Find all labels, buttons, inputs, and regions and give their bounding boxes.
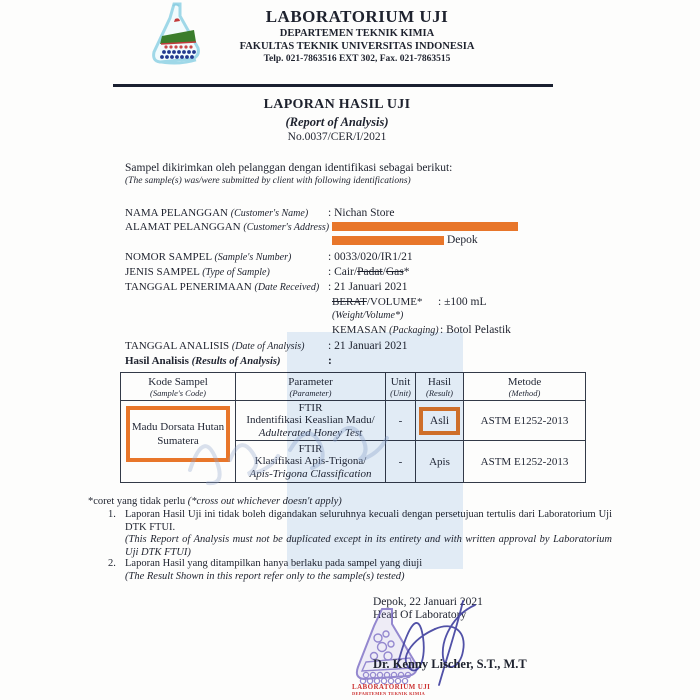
unit-cell-1: - xyxy=(386,401,416,441)
sample-type-label: JENIS SAMPEL xyxy=(125,266,203,278)
footnote-asterisk-en: (*cross out whichever doesn't apply) xyxy=(187,496,342,507)
footnote-2-text-id: Laporan Hasil yang ditampilkan hanya berlaku pada sampel yang diuji xyxy=(125,558,423,569)
method-cell-1: ASTM E1252-2013 xyxy=(464,401,586,441)
col-header-sample-code: Kode Sampel (Sample's Code) xyxy=(121,373,236,401)
results-heading-label-en: (Results of Analysis) xyxy=(191,356,281,367)
header-rule xyxy=(113,84,553,87)
footnote-asterisk-id: *coret yang tidak perlu xyxy=(88,496,188,507)
customer-name-label: NAMA PELANGGAN xyxy=(125,207,231,219)
letterhead xyxy=(157,6,557,65)
col-header-method: Metode (Method) xyxy=(464,373,586,401)
col-header-unit: Unit (Unit) xyxy=(386,373,416,401)
results-table-header-row xyxy=(121,373,586,401)
sample-number-label: NOMOR SAMPEL xyxy=(125,251,215,263)
result-cell-1 xyxy=(416,401,464,441)
weight-struck: BERAT xyxy=(332,296,367,308)
results-heading-label: Hasil Analisis xyxy=(125,355,192,367)
weight-volume-label-en: (Weight/Volume*) xyxy=(332,310,404,321)
footnote-2-text-en: (The Result Shown in this report refer only to the sample(s) tested) xyxy=(125,570,405,582)
footnote-1-text-id: Laporan Hasil Uji ini tidak boleh digandakan seluruhnya kecuali dengan persetujuan tertulis dari Laboratorium Uji DTK FTUI. xyxy=(125,509,612,533)
contact-line: Telp. 021-7863516 EXT 302, Fax. 021-7863515 xyxy=(263,53,451,64)
handwritten-signature xyxy=(383,595,498,690)
customer-address-label: ALAMAT PELANGGAN xyxy=(125,221,244,233)
report-number: No.0037/CER/I/2021 xyxy=(287,131,387,144)
packaging-value: : Botol Pelastik xyxy=(440,324,511,336)
date-received-label: TANGGAL PENERIMAAN xyxy=(125,281,255,293)
report-title: LAPORAN HASIL UJI xyxy=(263,97,411,112)
signatory-name: Dr. Kenny Lischer, S.T., M.T xyxy=(373,657,527,671)
packaging-label: KEMASAN xyxy=(332,324,390,336)
packaging-label-en: (Packaging) xyxy=(389,325,439,336)
sample-code-highlight-box xyxy=(126,406,230,462)
stamp-text-dept: DEPARTEMEN TEKNIK KIMIA xyxy=(352,691,426,696)
customer-name-value: : Nichan Store xyxy=(328,207,395,219)
footnote-item-2 xyxy=(108,558,612,583)
date-analysis-label: TANGGAL ANALISIS xyxy=(125,340,232,352)
footnote-2-number: 2. xyxy=(108,558,116,569)
results-table xyxy=(120,372,586,483)
sample-number-label-en: (Sample's Number) xyxy=(214,252,292,263)
sample-number-value: : 0033/020/IR1/21 xyxy=(328,251,413,263)
intro-line-id: Sampel dikirimkan oleh pelanggan dengan identifikasi sebagai berikut: xyxy=(125,162,453,174)
footnote-1-number: 1. xyxy=(108,509,116,520)
intro-line-en: (The sample(s) was/were submitted by client with following identifications) xyxy=(125,176,411,186)
sample-type-slash: / xyxy=(382,266,386,278)
col-header-result: Hasil (Result) xyxy=(416,373,464,401)
date-analysis-value: : 21 Januari 2021 xyxy=(328,340,408,352)
weight-volume-value: : ±100 mL xyxy=(438,296,487,308)
footnote-1-text-en: (This Report of Analysis must not be duplicated except in its entirety and with written approval by Laboratorium Uji DTK FTUI) xyxy=(125,534,612,558)
signature-place-date: Depok, 22 Januari 2021 xyxy=(373,596,483,608)
redaction-bar-2 xyxy=(332,236,444,245)
footnote-item-1 xyxy=(108,509,612,559)
faculty: FAKULTAS TEKNIK UNIVERSITAS INDONESIA xyxy=(239,41,475,53)
date-received-value: : 21 Januari 2021 xyxy=(328,281,408,293)
sample-type-label-en: (Type of Sample) xyxy=(202,267,270,278)
org-name: LABORATORIUM UJI xyxy=(265,7,449,26)
col-header-parameter: Parameter (Parameter) xyxy=(236,373,386,401)
sample-type-asterisk: * xyxy=(403,266,410,278)
customer-name-label-en: (Customer's Name) xyxy=(230,208,309,219)
stamp-text-lab: LABORATORIUM UJI xyxy=(352,683,431,691)
sample-code-cell xyxy=(121,401,236,483)
sample-type-prefix: : Cair/ xyxy=(328,266,358,278)
sample-type-struck-padat: Padat xyxy=(357,266,383,278)
sample-code-text: Madu Dorsata Hutan Sumatera xyxy=(131,421,225,447)
department: DEPARTEMEN TEKNIK KIMIA xyxy=(279,28,435,40)
result-highlight-box xyxy=(419,407,460,435)
volume-label: /VOLUME* xyxy=(366,296,423,308)
date-received-label-en: (Date Received) xyxy=(254,282,320,293)
report-title-block xyxy=(137,96,537,145)
parameter-cell-2: FTIR Klasifikasi Apis-Trigona/ Apis-Trigona Classification xyxy=(236,441,386,483)
sample-type-struck-gas: Gas xyxy=(385,266,404,278)
customer-city: Depok xyxy=(447,234,478,246)
report-subtitle: (Report of Analysis) xyxy=(285,115,389,130)
result-value-1: Asli xyxy=(429,414,450,427)
redaction-bar-1 xyxy=(332,222,518,231)
results-heading-colon: : xyxy=(328,355,332,367)
result-row-1 xyxy=(121,401,586,441)
parameter-cell-1: FTIR Indentifikasi Keaslian Madu/ Adulterated Honey Test xyxy=(236,401,386,441)
unit-cell-2: - xyxy=(386,441,416,483)
date-analysis-label-en: (Date of Analysis) xyxy=(231,341,305,352)
method-cell-2: ASTM E1252-2013 xyxy=(464,441,586,483)
customer-address-label-en: (Customer's Address) xyxy=(243,222,330,233)
result-value-2: Apis xyxy=(416,441,464,483)
signature-role: Head Of Laboratory xyxy=(373,609,467,621)
